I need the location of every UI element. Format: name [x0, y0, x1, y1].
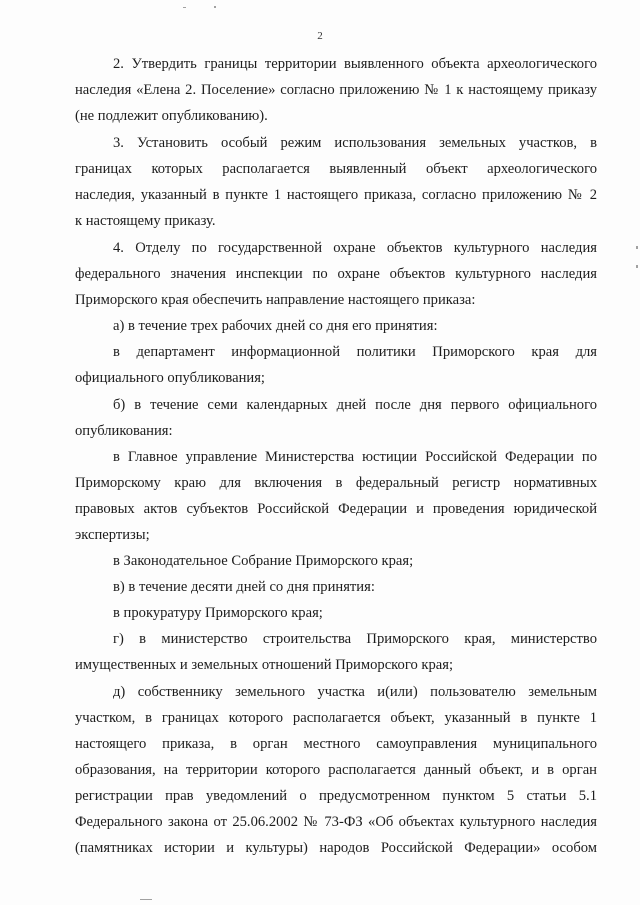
text-line: имущественных и земельных отношений Приморского края;: [75, 657, 454, 673]
text-line: настоящего приказа, в орган местного самоуправления муниципального: [75, 736, 597, 752]
text-line: в) в течение десяти дней со дня принятия:: [113, 579, 375, 595]
text-line: а) в течение трех рабочих дней со дня его принятия:: [113, 318, 438, 334]
text-line: д) собственнику земельного участка и(или) пользователю земельным: [113, 684, 597, 700]
scan-artifact: [214, 6, 216, 8]
scan-artifact: [183, 7, 186, 8]
text-line: наследия «Елена 2. Поселение» согласно приложению № 1 к настоящему приказу: [75, 82, 597, 98]
text-line: официального опубликования;: [75, 370, 265, 386]
text-line: экспертизы;: [75, 527, 150, 543]
text-line: правовых актов субъектов Российской Федерации и проведения юридической: [75, 501, 597, 517]
text-line: в Главное управление Министерства юстиции Российской Федерации по: [113, 449, 597, 465]
scan-artifact: [636, 246, 638, 249]
text-line: границах которых располагается выявленный объект археологического: [75, 161, 597, 177]
text-line: б) в течение семи календарных дней после дня первого официального: [113, 397, 597, 413]
text-line: участком, в границах которого располагается объект, указанный в пункте 1: [75, 710, 597, 726]
text-line: (не подлежит опубликованию).: [75, 108, 268, 124]
text-line: федерального значения инспекции по охране объектов культурного наследия: [75, 266, 597, 282]
text-line: г) в министерство строительства Приморского края, министерство: [113, 631, 597, 647]
text-line: в Законодательное Собрание Приморского края;: [113, 553, 414, 569]
text-line: Приморского края обеспечить направление настоящего приказа:: [75, 292, 476, 308]
text-line: к настоящему приказу.: [75, 213, 216, 229]
text-line: Приморскому краю для включения в федеральный регистр нормативных: [75, 475, 597, 491]
text-line: 2. Утвердить границы территории выявленного объекта археологического: [113, 56, 597, 72]
text-line: Федерального закона от 25.06.2002 № 73-ФЗ «Об объектах культурного наследия: [75, 814, 597, 830]
text-line: наследия, указанный в пункте 1 настоящего приказа, согласно приложению № 2: [75, 187, 597, 203]
text-line: 3. Установить особый режим использования земельных участков, в: [113, 135, 597, 151]
text-line: в прокуратуру Приморского края;: [113, 605, 323, 621]
text-line: в департамент информационной политики Приморского края для: [113, 344, 597, 360]
scan-artifact: [140, 899, 152, 900]
text-line: образования, на территории которого располагается данный объект, и в орган: [75, 762, 597, 778]
text-line: опубликования:: [75, 423, 173, 439]
page-number: 2: [317, 30, 323, 42]
text-line: (памятниках истории и культуры) народов Российской Федерации» особом: [75, 840, 597, 856]
scan-artifact: [636, 265, 638, 268]
text-line: регистрации прав уведомлений о предусмотренном пунктом 5 статьи 5.1: [75, 788, 597, 804]
text-line: 4. Отделу по государственной охране объектов культурного наследия: [113, 240, 597, 256]
